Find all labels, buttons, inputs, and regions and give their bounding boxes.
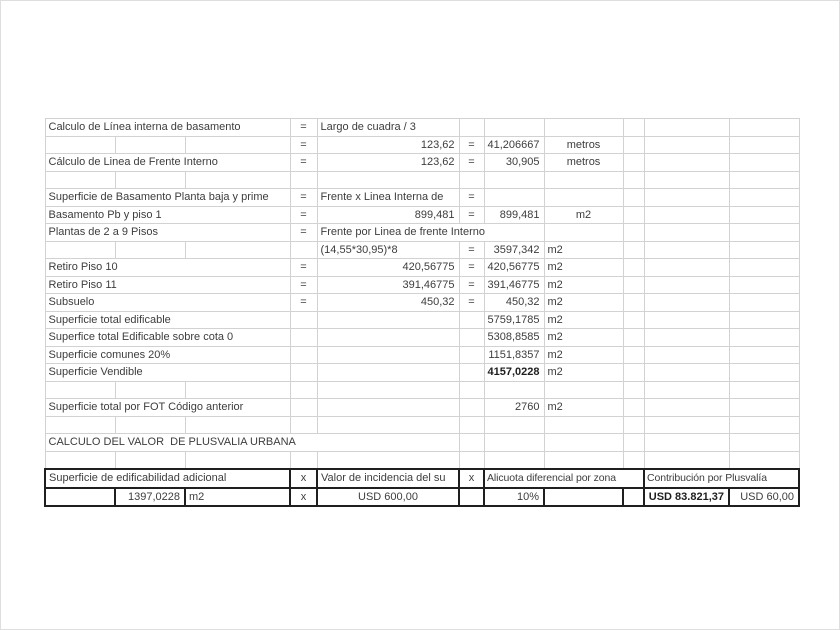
cell: = xyxy=(290,189,317,207)
empty-cell xyxy=(290,311,317,329)
sheet-row xyxy=(45,136,799,154)
empty-cell xyxy=(729,329,799,347)
empty-cell xyxy=(623,136,644,154)
empty-cell xyxy=(729,434,799,452)
empty-cell xyxy=(290,241,317,259)
empty-cell xyxy=(115,241,185,259)
cell: Largo de cuadra / 3 xyxy=(317,119,459,137)
empty-cell xyxy=(729,136,799,154)
cell: Plantas de 2 a 9 Pisos xyxy=(45,224,290,242)
empty-cell xyxy=(45,171,115,189)
cell: Superficie Vendible xyxy=(45,364,290,382)
cell: 4157,0228 xyxy=(484,364,544,382)
cell: Valor de incidencia del su xyxy=(317,469,459,488)
empty-cell xyxy=(290,381,317,399)
sheet-row xyxy=(45,154,799,172)
cell: Calculo de Línea interna de basamento xyxy=(45,119,290,137)
empty-cell xyxy=(290,364,317,382)
sheet-row xyxy=(45,294,799,312)
empty-cell xyxy=(115,136,185,154)
empty-cell xyxy=(544,171,623,189)
empty-cell xyxy=(729,241,799,259)
cell: = xyxy=(459,206,484,224)
empty-cell xyxy=(729,189,799,207)
cell: USD 83.821,37 xyxy=(644,488,729,507)
empty-cell xyxy=(45,488,115,507)
cell: m2 xyxy=(544,206,623,224)
empty-cell xyxy=(317,329,459,347)
empty-cell xyxy=(729,294,799,312)
empty-cell xyxy=(623,206,644,224)
empty-cell xyxy=(484,171,544,189)
empty-cell xyxy=(459,381,484,399)
empty-cell xyxy=(317,399,459,417)
empty-cell xyxy=(623,434,644,452)
empty-cell xyxy=(459,416,484,434)
empty-cell xyxy=(290,329,317,347)
cell: 450,32 xyxy=(317,294,459,312)
empty-cell xyxy=(644,224,729,242)
spreadsheet xyxy=(44,118,800,507)
empty-cell xyxy=(644,451,729,469)
empty-cell xyxy=(644,346,729,364)
cell: metros xyxy=(544,136,623,154)
empty-cell xyxy=(644,171,729,189)
cell: Frente x Linea Interna de xyxy=(317,189,459,207)
empty-cell xyxy=(729,451,799,469)
cell: Retiro Piso 10 xyxy=(45,259,290,277)
cell: = xyxy=(290,119,317,137)
cell: CALCULO DEL VALOR DE PLUSVALIA URBANA xyxy=(45,434,459,452)
cell: = xyxy=(290,224,317,242)
sheet-row xyxy=(45,364,799,382)
empty-cell xyxy=(290,346,317,364)
cell: m2 xyxy=(544,294,623,312)
empty-cell xyxy=(644,294,729,312)
cell: = xyxy=(459,189,484,207)
sheet-row xyxy=(45,206,799,224)
empty-cell xyxy=(115,451,185,469)
empty-cell xyxy=(459,364,484,382)
empty-cell xyxy=(459,311,484,329)
empty-cell xyxy=(623,241,644,259)
cell: Cálculo de Linea de Frente Interno xyxy=(45,154,290,172)
empty-cell xyxy=(623,119,644,137)
cell: m2 xyxy=(544,329,623,347)
empty-cell xyxy=(729,171,799,189)
cell: 123,62 xyxy=(317,136,459,154)
cell: = xyxy=(459,136,484,154)
cell: m2 xyxy=(544,259,623,277)
empty-cell xyxy=(45,416,115,434)
empty-cell xyxy=(623,311,644,329)
cell: = xyxy=(290,206,317,224)
sheet-row xyxy=(45,469,799,488)
empty-cell xyxy=(623,224,644,242)
sheet-row xyxy=(45,416,799,434)
empty-cell xyxy=(459,451,484,469)
sheet-row xyxy=(45,224,799,242)
cell: Superficie de Basamento Planta baja y prime xyxy=(45,189,290,207)
empty-cell xyxy=(644,189,729,207)
empty-cell xyxy=(544,416,623,434)
cell: m2 xyxy=(544,346,623,364)
cell: = xyxy=(290,259,317,277)
empty-cell xyxy=(185,171,290,189)
empty-cell xyxy=(185,451,290,469)
empty-cell xyxy=(544,451,623,469)
cell: m2 xyxy=(544,241,623,259)
empty-cell xyxy=(317,364,459,382)
cell: metros xyxy=(544,154,623,172)
cell: Retiro Piso 11 xyxy=(45,276,290,294)
cell: 10% xyxy=(484,488,544,507)
cell: 450,32 xyxy=(484,294,544,312)
empty-cell xyxy=(623,346,644,364)
cell: 1151,8357 xyxy=(484,346,544,364)
empty-cell xyxy=(459,119,484,137)
empty-cell xyxy=(729,416,799,434)
empty-cell xyxy=(317,416,459,434)
cell: Superfice total Edificable sobre cota 0 xyxy=(45,329,290,347)
empty-cell xyxy=(644,276,729,294)
empty-cell xyxy=(290,451,317,469)
cell: Superficie total edificable xyxy=(45,311,290,329)
empty-cell xyxy=(459,488,484,507)
cell: 30,905 xyxy=(484,154,544,172)
empty-cell xyxy=(45,451,115,469)
empty-cell xyxy=(484,451,544,469)
empty-cell xyxy=(317,311,459,329)
empty-cell xyxy=(644,241,729,259)
cell: m2 xyxy=(544,276,623,294)
sheet-row xyxy=(45,241,799,259)
empty-cell xyxy=(317,346,459,364)
empty-cell xyxy=(459,329,484,347)
sheet-row xyxy=(45,259,799,277)
empty-cell xyxy=(544,381,623,399)
empty-cell xyxy=(644,259,729,277)
empty-cell xyxy=(729,346,799,364)
cell: m2 xyxy=(185,488,290,507)
empty-cell xyxy=(544,119,623,137)
cell: 41,206667 xyxy=(484,136,544,154)
cell: = xyxy=(459,294,484,312)
sheet-row xyxy=(45,171,799,189)
cell: 5308,8585 xyxy=(484,329,544,347)
empty-cell xyxy=(484,381,544,399)
empty-cell xyxy=(623,294,644,312)
cell: Contribución por Plusvalía xyxy=(644,469,799,488)
empty-cell xyxy=(623,259,644,277)
empty-cell xyxy=(729,364,799,382)
empty-cell xyxy=(644,311,729,329)
spreadsheet-body xyxy=(45,119,799,507)
cell: = xyxy=(290,154,317,172)
cell: x xyxy=(459,469,484,488)
cell: 5759,1785 xyxy=(484,311,544,329)
empty-cell xyxy=(185,416,290,434)
sheet-row xyxy=(45,434,799,452)
empty-cell xyxy=(115,381,185,399)
cell: Frente por Linea de frente Interno xyxy=(317,224,544,242)
empty-cell xyxy=(729,311,799,329)
empty-cell xyxy=(45,381,115,399)
empty-cell xyxy=(644,434,729,452)
empty-cell xyxy=(644,381,729,399)
cell: 420,56775 xyxy=(317,259,459,277)
empty-cell xyxy=(729,259,799,277)
cell: Superficie total por FOT Código anterior xyxy=(45,399,290,417)
empty-cell xyxy=(644,154,729,172)
empty-cell xyxy=(729,206,799,224)
cell: m2 xyxy=(544,311,623,329)
empty-cell xyxy=(623,399,644,417)
empty-cell xyxy=(644,416,729,434)
cell: 420,56775 xyxy=(484,259,544,277)
cell: Superficie de edificabilidad adicional xyxy=(45,469,290,488)
cell: = xyxy=(290,294,317,312)
cell: 899,481 xyxy=(317,206,459,224)
empty-cell xyxy=(45,241,115,259)
empty-cell xyxy=(644,206,729,224)
cell: Subsuelo xyxy=(45,294,290,312)
sheet-row xyxy=(45,381,799,399)
sheet-row xyxy=(45,311,799,329)
empty-cell xyxy=(290,399,317,417)
cell: x xyxy=(290,469,317,488)
cell: = xyxy=(290,136,317,154)
empty-cell xyxy=(45,136,115,154)
cell: = xyxy=(459,154,484,172)
empty-cell xyxy=(484,434,544,452)
empty-cell xyxy=(317,381,459,399)
cell: (14,55*30,95)*8 xyxy=(317,241,459,259)
empty-cell xyxy=(644,136,729,154)
empty-cell xyxy=(484,119,544,137)
empty-cell xyxy=(115,171,185,189)
empty-cell xyxy=(644,329,729,347)
cell: = xyxy=(459,241,484,259)
sheet-row xyxy=(45,399,799,417)
empty-cell xyxy=(644,364,729,382)
sheet-row xyxy=(45,119,799,137)
cell: = xyxy=(459,259,484,277)
empty-cell xyxy=(623,329,644,347)
cell: 123,62 xyxy=(317,154,459,172)
empty-cell xyxy=(729,154,799,172)
empty-cell xyxy=(185,136,290,154)
cell: Alicuota diferencial por zona xyxy=(484,469,644,488)
empty-cell xyxy=(623,171,644,189)
empty-cell xyxy=(290,171,317,189)
sheet-row xyxy=(45,488,799,507)
cell: m2 xyxy=(544,364,623,382)
empty-cell xyxy=(459,346,484,364)
empty-cell xyxy=(317,451,459,469)
empty-cell xyxy=(623,364,644,382)
cell: 2760 xyxy=(484,399,544,417)
cell: = xyxy=(459,276,484,294)
sheet-row xyxy=(45,329,799,347)
cell: 899,481 xyxy=(484,206,544,224)
empty-cell xyxy=(623,189,644,207)
empty-cell xyxy=(623,416,644,434)
empty-cell xyxy=(185,241,290,259)
empty-cell xyxy=(729,276,799,294)
cell: 3597,342 xyxy=(484,241,544,259)
cell: = xyxy=(290,276,317,294)
cell: USD 60,00 xyxy=(729,488,799,507)
empty-cell xyxy=(623,381,644,399)
empty-cell xyxy=(459,171,484,189)
empty-cell xyxy=(544,488,623,507)
cell: m2 xyxy=(544,399,623,417)
sheet-row xyxy=(45,189,799,207)
empty-cell xyxy=(290,416,317,434)
cell: 391,46775 xyxy=(317,276,459,294)
cell: 391,46775 xyxy=(484,276,544,294)
empty-cell xyxy=(623,451,644,469)
empty-cell xyxy=(644,119,729,137)
empty-cell xyxy=(185,381,290,399)
sheet-row xyxy=(45,276,799,294)
empty-cell xyxy=(729,381,799,399)
empty-cell xyxy=(544,224,623,242)
cell: USD 600,00 xyxy=(317,488,459,507)
empty-cell xyxy=(459,434,484,452)
sheet-row xyxy=(45,346,799,364)
calculation-table xyxy=(44,118,800,507)
cell: Superficie comunes 20% xyxy=(45,346,290,364)
empty-cell xyxy=(484,189,544,207)
cell: x xyxy=(290,488,317,507)
empty-cell xyxy=(544,434,623,452)
cell: 1397,0228 xyxy=(115,488,185,507)
empty-cell xyxy=(484,416,544,434)
sheet-row xyxy=(45,451,799,469)
empty-cell xyxy=(317,171,459,189)
empty-cell xyxy=(729,224,799,242)
empty-cell xyxy=(729,119,799,137)
empty-cell xyxy=(623,154,644,172)
empty-cell xyxy=(115,416,185,434)
empty-cell xyxy=(623,276,644,294)
empty-cell xyxy=(623,488,644,507)
empty-cell xyxy=(459,399,484,417)
empty-cell xyxy=(729,399,799,417)
empty-cell xyxy=(544,189,623,207)
empty-cell xyxy=(644,399,729,417)
cell: Basamento Pb y piso 1 xyxy=(45,206,290,224)
